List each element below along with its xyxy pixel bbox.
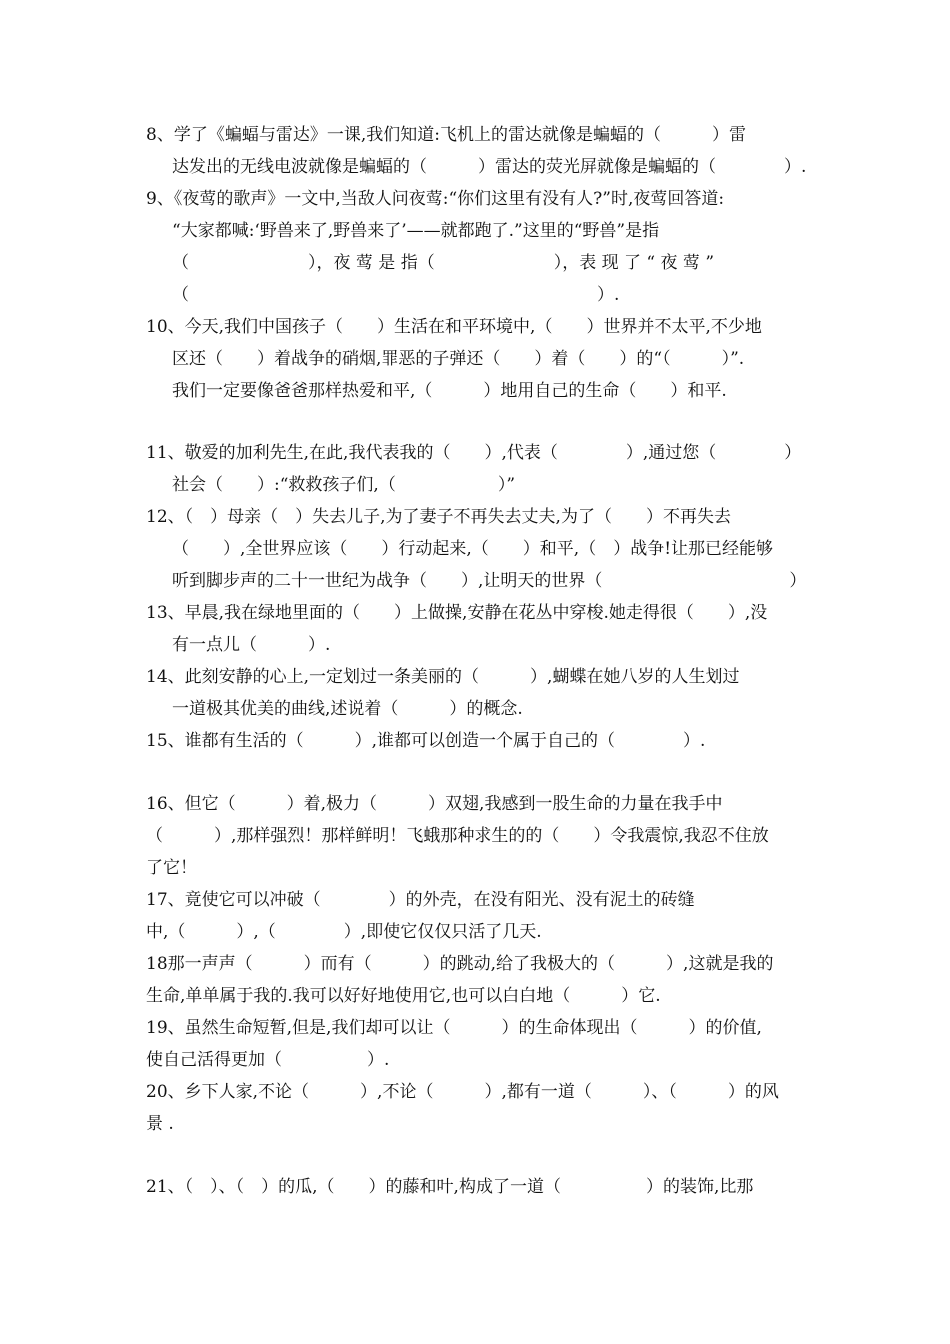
- question-20-line-2: 景 .: [146, 1114, 174, 1134]
- question-8-line-2: 达发出的无线电波就像是蝙蝠的（ ）雷达的荧光屏就像是蝙蝠的（ ）.: [172, 157, 807, 177]
- question-12-line-2: （ ）,全世界应该（ ）行动起来,（ ）和平,（ ）战争!让那已经能够: [172, 539, 774, 559]
- question-14-line-1: 14、此刻安静的心上,一定划过一条美丽的（ ）,蝴蝶在她八岁的人生划过: [146, 667, 740, 687]
- question-9-line-2: “大家都喊:‘野兽来了,野兽来了’——就都跑了.”这里的“野兽”是指: [172, 221, 660, 241]
- question-9-line-3: （ ），夜 莺 是 指（ ），表 现 了 “ 夜 莺 ”: [172, 253, 715, 273]
- question-21-line-1: 21、（ ）、（ ）的瓜,（ ）的藤和叶,构成了一道（ ）的装饰,比那: [146, 1177, 754, 1197]
- question-15-line-1: 15、谁都有生活的（ ）,谁都可以创造一个属于自己的（ ）.: [146, 731, 706, 751]
- question-19-line-1: 19、虽然生命短暂,但是,我们却可以让（ ）的生命体现出（ ）的价值,: [146, 1018, 762, 1038]
- question-13-line-1: 13、早晨,我在绿地里面的（ ）上做操,安静在花丛中穿梭.她走得很（ ）,没: [146, 603, 768, 623]
- question-10-line-1: 10、今天,我们中国孩子（ ）生活在和平环境中,（ ）世界并不太平,不少地: [146, 317, 762, 337]
- question-12-line-3: 听到脚步声的二十一世纪为战争（ ）,让明天的世界（ ）: [172, 571, 807, 591]
- question-16-line-1: 16、但它（ ）着,极力（ ）双翅,我感到一股生命的力量在我手中: [146, 794, 723, 814]
- question-16-line-2: （ ）,那样强烈！那样鲜明！飞蛾那种求生的的（ ）令我震惊,我忍不住放: [146, 826, 769, 846]
- question-20-line-1: 20、乡下人家,不论（ ）,不论（ ）,都有一道（ ）、（ ）的风: [146, 1082, 779, 1102]
- question-18-line-1: 18那一声声（ ）而有（ ）的跳动,给了我极大的（ ）,这就是我的: [146, 954, 774, 974]
- question-16-line-3: 了它！: [146, 858, 197, 878]
- question-12-line-1: 12、（ ）母亲（ ）失去儿子,为了妻子不再失去丈夫,为了（ ）不再失去: [146, 507, 731, 527]
- question-9-line-1: 9、《夜莺的歌声》一文中,当敌人问夜莺:“你们这里有没有人?”时,夜莺回答道:: [146, 189, 725, 209]
- question-11-line-2: 社会（ ）:“救救孩子们,（ ）”: [172, 475, 516, 495]
- question-11-line-1: 11、敬爱的加利先生,在此,我代表我的（ ）,代表（ ）,通过您（ ）: [146, 443, 802, 463]
- question-17-line-2: 中,（ ）,（ ）,即使它仅仅只活了几天.: [146, 922, 542, 942]
- question-10-line-2: 区还（ ）着战争的硝烟,罪恶的子弹还（ ）着（ ）的“（ ）”.: [172, 349, 745, 369]
- question-10-line-3: 我们一定要像爸爸那样热爱和平,（ ）地用自己的生命（ ）和平.: [172, 381, 727, 401]
- question-18-line-2: 生命,单单属于我的.我可以好好地使用它,也可以白白地（ ）它.: [146, 986, 661, 1006]
- question-19-line-2: 使自己活得更加（ ）.: [146, 1050, 390, 1070]
- question-8-line-1: 8、学了《蝙蝠与雷达》一课,我们知道:飞机上的雷达就像是蝙蝠的（ ）雷: [146, 125, 746, 145]
- question-13-line-2: 有一点儿（ ）.: [172, 635, 331, 655]
- question-14-line-2: 一道极其优美的曲线,述说着（ ）的概念.: [172, 699, 523, 719]
- question-9-line-4: （ ）.: [172, 285, 620, 305]
- question-17-line-1: 17、竟使它可以冲破（ ）的外壳，在没有阳光、没有泥土的砖缝: [146, 890, 695, 910]
